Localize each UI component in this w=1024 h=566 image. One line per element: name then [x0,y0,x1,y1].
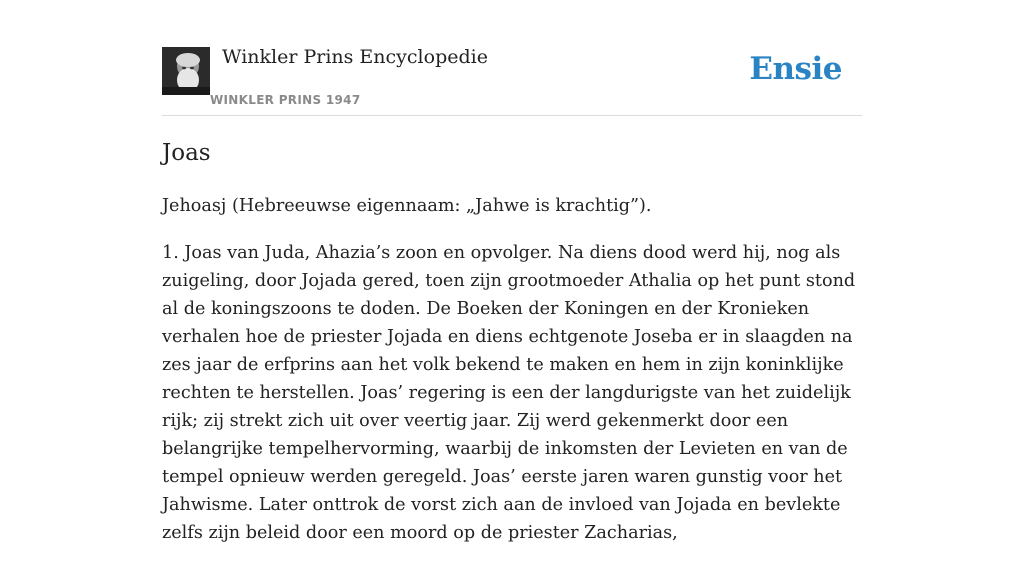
article-title: Joas [162,140,211,166]
article-body [162,192,866,566]
article-paragraph: Jehoasj (Hebreeuwse eigennaam: „Jahwe is krachtig”). [162,196,652,216]
author-avatar[interactable] [162,47,210,95]
ensie-logo[interactable]: Ensie [749,51,842,87]
article-paragraph: 1. Joas van Juda, Ahazia’s zoon en opvolger. Na diens dood werd hij, nog als zuigeling, door Jojada gered, toen zijn grootmoeder Athalia op het punt stond al de koningszoons te doden. De Boeken der Koningen en der Kronieken verhalen hoe de priester Jojada en diens echtgenote Joseba er in slaagden na zes jaar de erfprins aan het volk bekend te maken en hem in zijn koninklijke rechten te herstellen. Joas’ regering is een der langdurigste van het zuidelijk rijk; zij strekt zich uit over veertig jaar. Zij werd gekenmerkt door een belangrijke tempelhervorming, waarbij de inkomsten der Levieten en van de tempel opnieuw werden geregeld. Joas’ eerste jaren waren gunstig voor het Jahwisme. Later onttrok de vorst zich aan de invloed van Jojada en bevlekte zelfs zijn beleid door een moord op de priester Zacharias, [162,243,856,543]
site-header [162,45,862,116]
site-name[interactable]: Winkler Prins Encyclopedie [222,46,488,68]
site-subtitle[interactable]: WINKLER PRINS 1947 [210,93,361,107]
